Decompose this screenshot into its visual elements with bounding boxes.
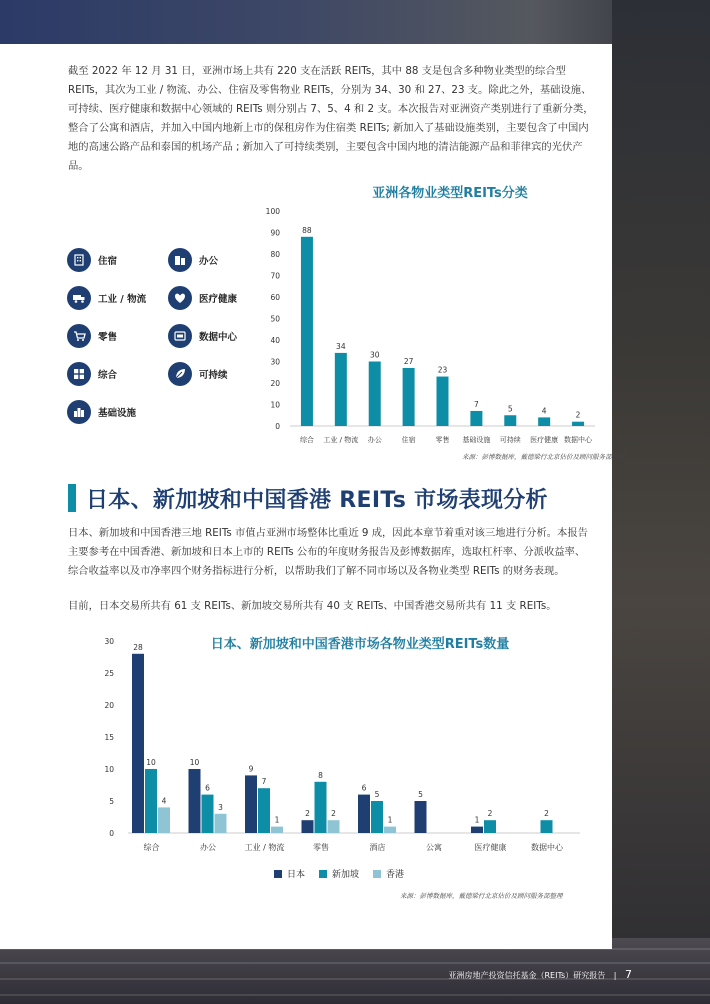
data-label: 8 <box>318 770 323 780</box>
bar <box>302 820 314 833</box>
section-paragraph-1: 日本、新加坡和中国香港三地 REITs 市值占亚洲市场整体比重近 9 成，因此本章节着重对该三地进行分析。本报告主要参考在中国香港、新加坡和日本上市的 REITs 公布的年度财务报告及彭博数据库，选取杠杆率、分派收益率、综合收益率以及市净率四个财务指标进行分析，以帮助我们了解不同市场以及各物业类型 REITs 的财务表现。 <box>68 527 588 577</box>
legend-item <box>168 324 237 348</box>
bar <box>471 827 483 833</box>
building-icon <box>67 248 91 272</box>
office-icon <box>168 248 192 272</box>
legend-item <box>67 248 117 272</box>
bar <box>538 417 550 426</box>
bar <box>301 237 313 426</box>
data-label: 2 <box>305 809 310 819</box>
bar <box>258 788 270 833</box>
chart1-svg <box>250 200 610 455</box>
bar <box>335 353 347 426</box>
bar <box>371 801 383 833</box>
chart1-title: 亚洲各物业类型REITs分类 <box>372 186 528 201</box>
y-tick-label: 0 <box>109 829 114 838</box>
section-paragraph-2: 目前，日本交易所共有 61 支 REITs、新加坡交易所共有 40 支 REITs、中国香港交易所共有 11 支 REITs。 <box>68 600 557 612</box>
x-tick-label: 工业 / 物流 <box>323 436 359 444</box>
legend-item-label: 工业 / 物流 <box>98 294 147 305</box>
legend-entry-japan: 日本 <box>274 867 305 880</box>
data-label: 4 <box>541 406 547 416</box>
legend-item <box>67 286 146 310</box>
y-tick-label: 25 <box>104 669 114 678</box>
data-label: 1 <box>474 815 480 825</box>
server-icon <box>168 324 192 348</box>
legend-item <box>67 362 117 386</box>
chart2-svg <box>90 630 610 860</box>
y-tick-label: 80 <box>270 250 280 259</box>
data-label: 2 <box>544 809 549 819</box>
x-tick-label: 数据中心 <box>531 843 563 852</box>
y-tick-label: 20 <box>104 701 114 710</box>
y-tick-label: 15 <box>104 733 114 742</box>
data-label: 9 <box>248 764 254 774</box>
bar <box>369 362 381 427</box>
data-label: 23 <box>437 365 448 375</box>
grid-icon <box>67 362 91 386</box>
truck-icon <box>67 286 91 310</box>
data-label: 27 <box>403 356 414 366</box>
header-band <box>0 0 710 44</box>
infrastructure-icon <box>67 400 91 424</box>
x-tick-label: 公寓 <box>426 843 442 852</box>
y-tick-label: 50 <box>270 314 280 324</box>
x-tick-label: 零售 <box>435 436 450 444</box>
legend-entry-singapore: 新加坡 <box>319 867 359 880</box>
heading-accent-bar <box>68 484 76 512</box>
legend-entry-hongkong: 香港 <box>373 867 404 880</box>
x-tick-label: 数据中心 <box>564 436 593 444</box>
bar <box>271 827 283 833</box>
data-label: 10 <box>146 758 156 767</box>
y-tick-label: 70 <box>270 271 280 281</box>
data-label: 30 <box>369 350 380 360</box>
bar <box>189 769 201 833</box>
x-tick-label: 基础设施 <box>462 436 491 444</box>
data-label: 34 <box>336 341 346 351</box>
data-label: 7 <box>473 399 479 409</box>
data-label: 1 <box>387 815 393 825</box>
bar <box>315 782 327 833</box>
y-tick-label: 10 <box>104 765 114 774</box>
bar <box>415 801 427 833</box>
chart2-source: 来源：彭博数据库，戴德梁行北京估价及顾问服务部整理 <box>400 892 563 900</box>
intro-paragraph: 截至 2022 年 12 月 31 日，亚洲市场上共有 220 支在活跃 REITs，其中 88 支是包含多种物业类型的综合型 REITs，其次为工业 / 物流、办公、住宿及零售物业 REITs，分别为 34、30 和 27、23 支。除此之外，基础设施、可持续、医疗健康和数据中心领域的 REITs 则分别占 7、5、4 和 2 支。本次报告对亚洲资产类别进行了重新分类，整合了公寓和酒店，并加入中国内地新上市的保租房作为住宿类 REITs; 新加入了基础设施类别，主要包含了中国内地的高速公路产品和泰国的机场产品 ; 新加入了可持续类别，主要包含中国内地的清洁能源产品和菲律宾的光伏产品。 <box>68 65 594 172</box>
bar <box>245 775 257 833</box>
data-label: 5 <box>507 404 513 414</box>
x-tick-label: 综合 <box>143 843 160 852</box>
bar <box>437 377 449 426</box>
x-tick-label: 医疗健康 <box>474 843 507 852</box>
data-label: 10 <box>189 758 200 767</box>
bar <box>202 795 214 833</box>
y-tick-label: 30 <box>104 637 114 646</box>
legend-item <box>168 362 228 386</box>
x-tick-label: 办公 <box>367 436 382 444</box>
heart-shield-icon <box>168 286 192 310</box>
legend-item <box>67 400 136 424</box>
data-label: 88 <box>302 225 312 235</box>
bar <box>403 368 415 426</box>
legend-item-label: 综合 <box>98 370 118 381</box>
legend-item-label: 可持续 <box>199 370 228 381</box>
footer-title: 亚洲房地产投资信托基金（REITs）研究报告 <box>448 971 606 980</box>
chart1-source: 来源：彭博数据库，戴德梁行北京估价及顾问服务部整理 <box>462 453 625 461</box>
legend-item-label: 办公 <box>199 256 219 267</box>
data-label: 2 <box>487 809 493 819</box>
bar <box>328 820 340 833</box>
section-title: 日本、新加坡和中国香港 REITs 市场表现分析 <box>86 487 548 513</box>
x-tick-label: 住宿 <box>401 436 416 444</box>
x-tick-label: 综合 <box>299 436 314 444</box>
data-label: 5 <box>374 790 380 799</box>
data-label: 3 <box>218 802 223 812</box>
data-label: 6 <box>361 783 367 793</box>
data-label: 2 <box>575 410 581 420</box>
page-number: 7 <box>625 968 632 981</box>
y-tick-label: 100 <box>265 207 280 216</box>
data-label: 28 <box>133 642 143 652</box>
x-tick-label: 办公 <box>200 843 216 852</box>
data-label: 7 <box>261 777 267 787</box>
x-tick-label: 酒店 <box>369 843 386 852</box>
y-tick-label: 40 <box>270 336 280 345</box>
page-footer: 亚洲房地产投资信托基金（REITs）研究报告 | 7 <box>448 968 632 981</box>
bar <box>541 820 553 833</box>
x-tick-label: 医疗健康 <box>530 436 559 444</box>
legend-item <box>168 286 237 310</box>
y-tick-label: 30 <box>270 357 280 367</box>
y-tick-label: 20 <box>270 379 280 388</box>
decorative-photo-strip <box>612 0 710 1004</box>
chart2-legend <box>274 867 418 880</box>
data-label: 1 <box>274 815 280 825</box>
bar <box>572 422 584 426</box>
bar <box>158 807 170 833</box>
chart2-title: 日本、新加坡和中国香港市场各物业类型REITs数量 <box>210 637 510 652</box>
legend-item-label: 基础设施 <box>98 408 137 419</box>
bar <box>145 769 157 833</box>
x-tick-label: 工业 / 物流 <box>244 843 285 852</box>
y-tick-label: 10 <box>270 400 280 410</box>
data-label: 4 <box>161 796 167 806</box>
bar <box>384 827 396 833</box>
y-tick-label: 5 <box>109 797 114 806</box>
bar <box>470 411 482 426</box>
cart-icon <box>67 324 91 348</box>
legend-item-label: 住宿 <box>98 256 118 267</box>
bar <box>358 795 370 833</box>
bar <box>132 654 144 833</box>
bar <box>215 814 227 833</box>
bar <box>504 415 516 426</box>
y-tick-label: 90 <box>270 228 280 238</box>
legend-item-label: 零售 <box>98 332 118 343</box>
bar <box>484 820 496 833</box>
data-label: 5 <box>418 790 423 799</box>
data-label: 6 <box>205 783 210 793</box>
section-heading <box>68 482 548 514</box>
legend-item <box>168 248 218 272</box>
data-label: 2 <box>331 809 336 819</box>
leaf-icon <box>168 362 192 386</box>
legend-item <box>67 324 117 348</box>
x-tick-label: 零售 <box>313 843 329 852</box>
legend-item-label: 数据中心 <box>199 332 238 343</box>
legend-item-label: 医疗健康 <box>199 294 238 305</box>
x-tick-label: 可持续 <box>499 436 521 444</box>
y-tick-label: 0 <box>275 422 280 431</box>
y-tick-label: 60 <box>270 293 280 302</box>
